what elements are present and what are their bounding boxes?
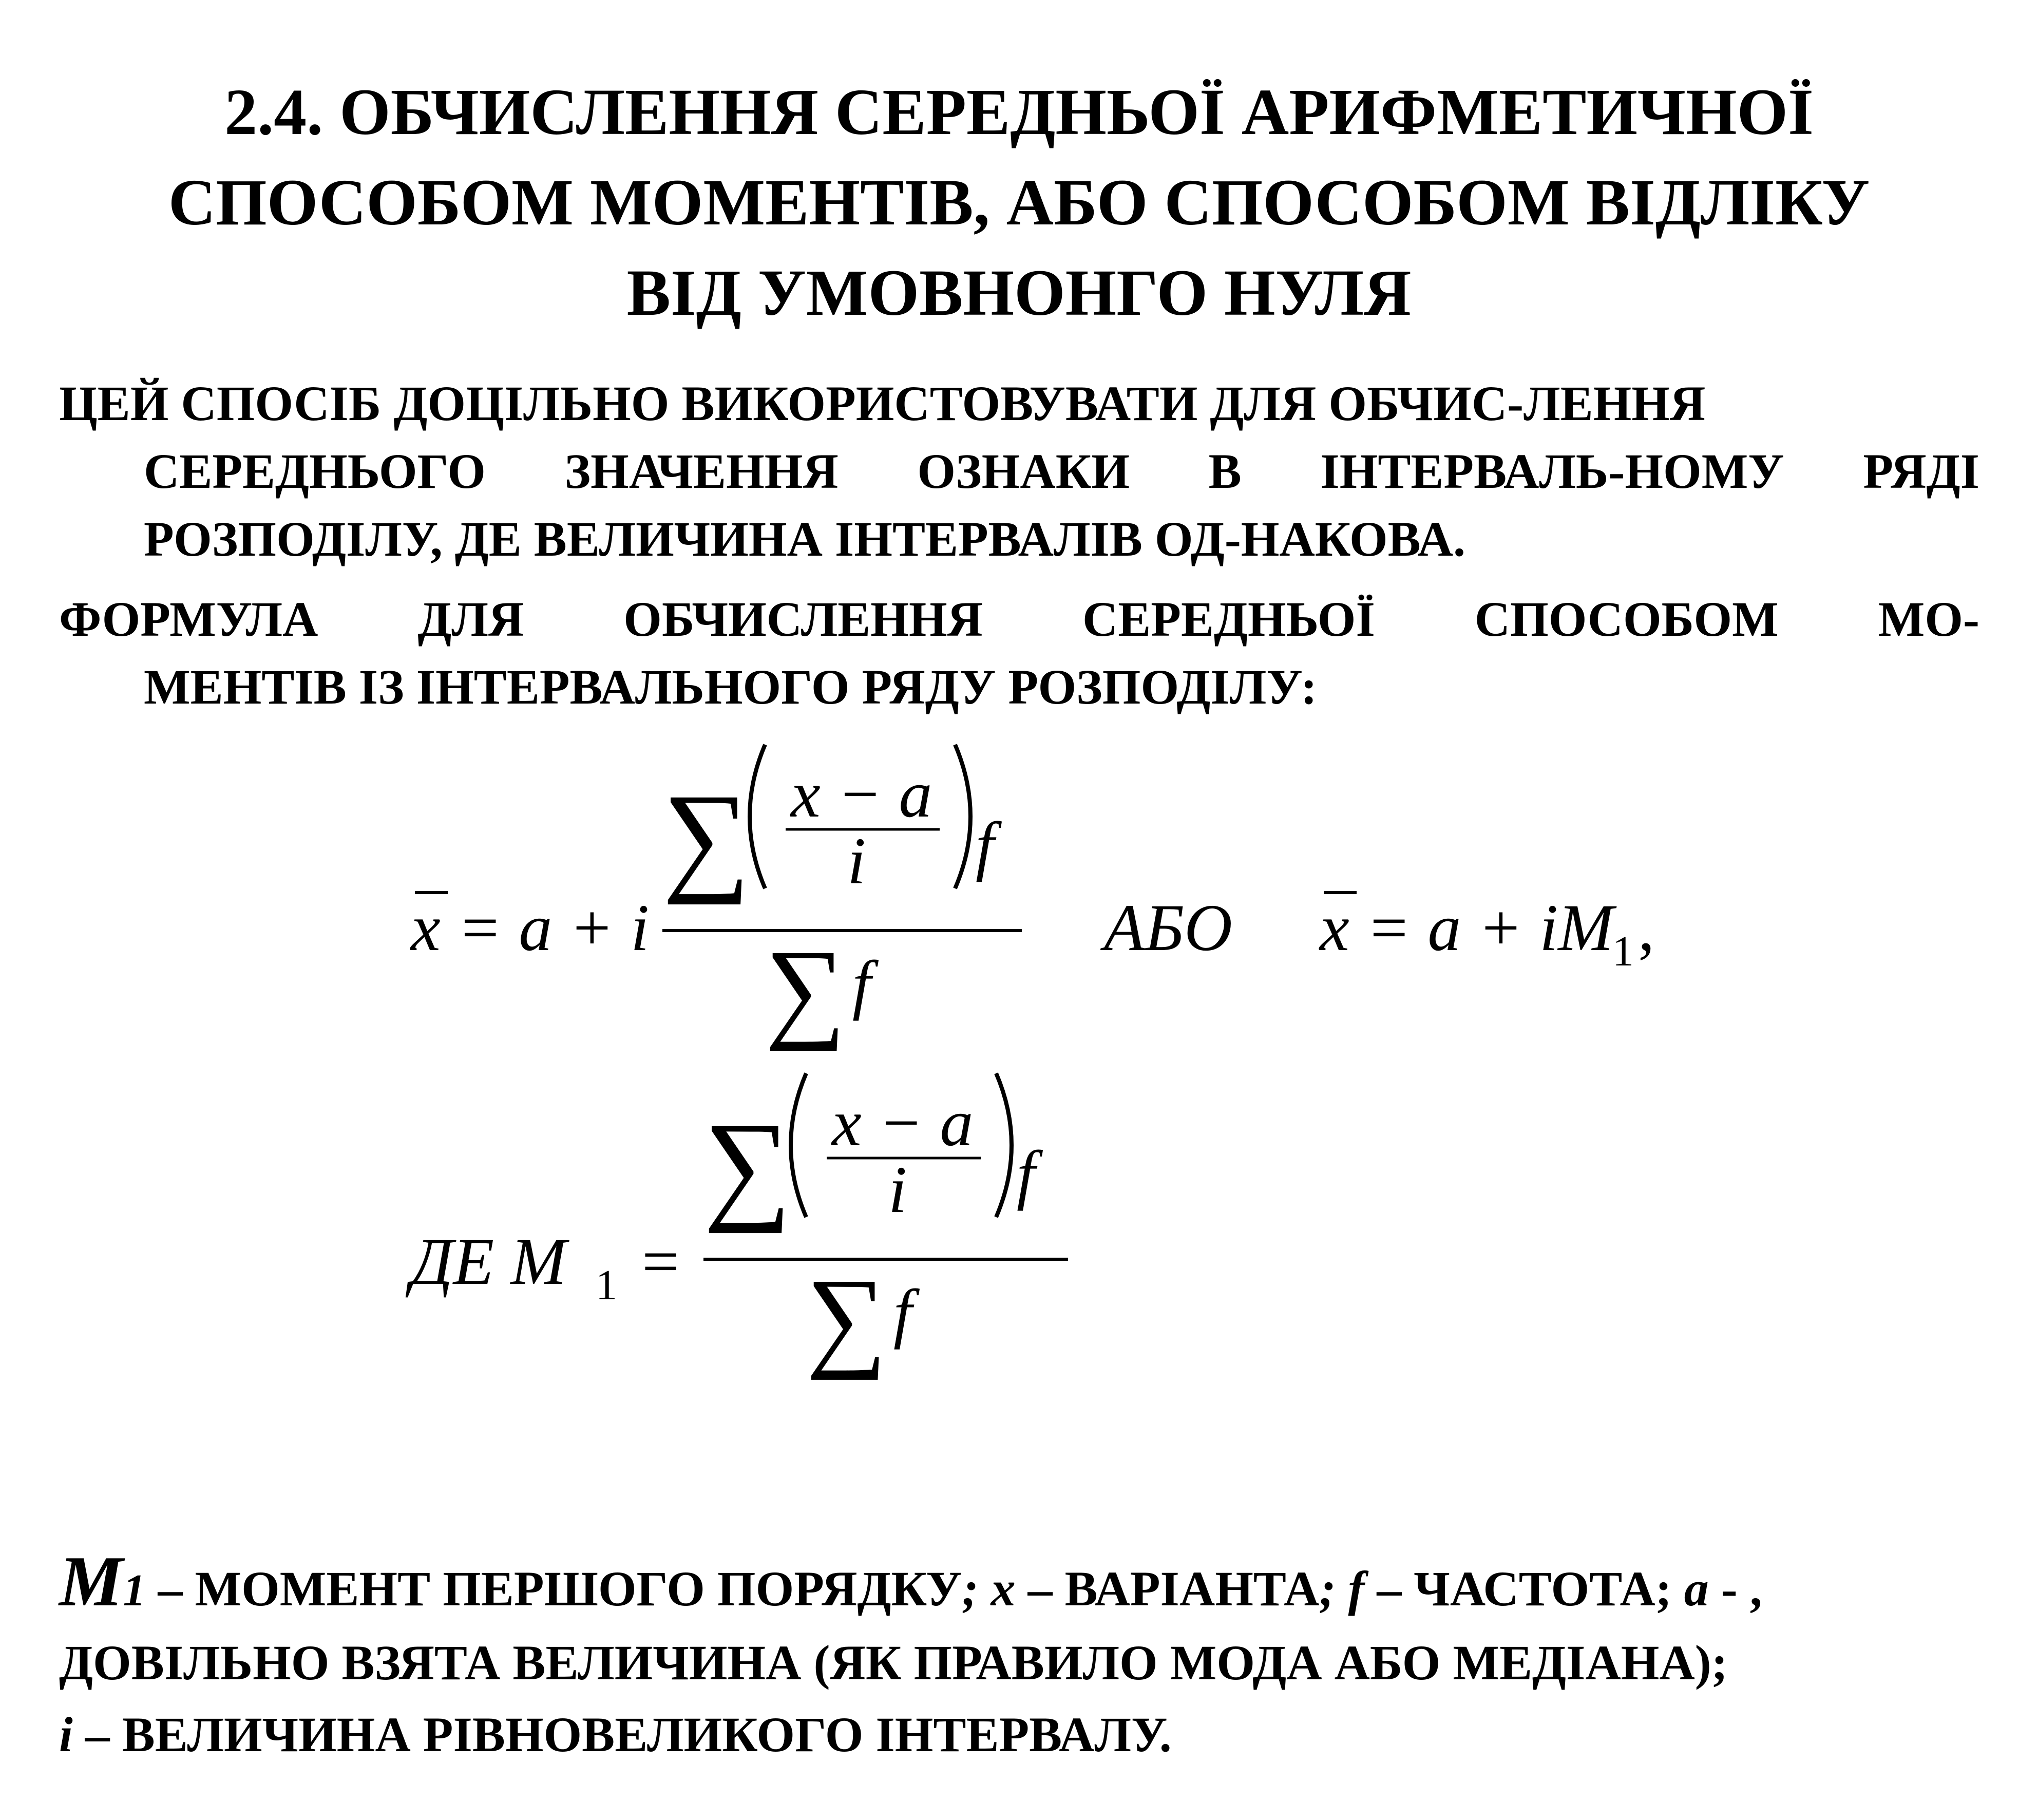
formula-mean-moments: [410, 745, 1655, 1052]
formula2-num-tail: f: [1017, 1138, 1036, 1211]
left-paren-2: [791, 1073, 806, 1217]
formula2-sigma-bottom: ∑: [806, 1255, 887, 1380]
definitions-line-1: [59, 1542, 1979, 1627]
formula1-sigma-bottom: ∑: [765, 926, 846, 1052]
f-symbol: f: [1348, 1561, 1365, 1616]
x-symbol: x: [991, 1561, 1016, 1616]
formula2-sigma-top: ∑: [703, 1097, 792, 1234]
x-text: – ВАРІАНТА: [1015, 1561, 1320, 1616]
formula2-lhs-sub: 1: [596, 1261, 617, 1309]
formula1-lhs: x = a + i: [411, 891, 650, 965]
formula1-denominator: f: [852, 947, 871, 1021]
formula2-num-bottom: i: [888, 1153, 907, 1227]
separator-2: ;: [1319, 1561, 1348, 1616]
f-text: – ЧАСТОТА;: [1364, 1561, 1684, 1616]
i-text: – ВЕЛИЧИНА РІВНОВЕЛИКОГО ІНТЕРВАЛУ.: [72, 1707, 1172, 1762]
formula1-connector: АБО: [1104, 891, 1232, 965]
formula-intro-line-2: МЕНТІВ ІЗ ІНТЕРВАЛЬНОГО РЯДУ РОЗПОДІЛУ:: [144, 659, 1318, 714]
m1-text: – МОМЕНТ ПЕРШОГО ПОРЯДКУ: [145, 1561, 962, 1616]
formula1-num-tail: f: [976, 809, 995, 883]
title-line-2: СПОСОБОМ МОМЕНТІВ, АБО СПОСОБОМ ВІДЛІКУ: [168, 166, 1870, 239]
formula2-denominator: f: [893, 1276, 912, 1350]
formula-m1-definition: [405, 1073, 1068, 1380]
left-paren: [750, 745, 765, 888]
definitions-block: [59, 1542, 1979, 1771]
formula1-num-top: x − a: [791, 757, 932, 831]
formula1-alt-tail: ,: [1638, 891, 1655, 965]
intro-line-1: ЦЕЙ СПОСІБ ДОЦІЛЬНО ВИКОРИСТОВУВАТИ ДЛЯ ОБЧИС-ЛЕННЯ: [59, 376, 1706, 431]
formula-intro-line-1: ФОРМУЛА ДЛЯ ОБЧИСЛЕННЯ СЕРЕДНЬОЇ СПОСОБОМ МО-: [59, 592, 1979, 647]
formula1-alt: x = a + iM: [1320, 891, 1614, 965]
intro-line-2: СЕРЕДНЬОГО ЗНАЧЕННЯ ОЗНАКИ В ІНТЕРВАЛЬ-НОМУ РЯДІ: [144, 444, 1979, 499]
formula1-alt-sub: 1: [1612, 927, 1634, 975]
a-text: - ,: [1708, 1561, 1762, 1616]
formula1-num-bottom: i: [847, 824, 866, 898]
formula2-equals: =: [642, 1225, 680, 1299]
title-line-1: 2.4. ОБЧИСЛЕННЯ СЕРЕДНЬОЇ АРИФМЕТИЧНОЇ: [224, 75, 1814, 148]
title-line-3: ВІД УМОВНОНГО НУЛЯ: [626, 256, 1412, 329]
formula2-num-top: x − a: [832, 1086, 974, 1160]
a-symbol: a: [1684, 1561, 1709, 1616]
definitions-line-2: ДОВІЛЬНО ВЗЯТА ВЕЛИЧИНА (ЯК ПРАВИЛО МОДА АБО МЕДІАНА);: [59, 1635, 1728, 1690]
m1-symbol: M: [59, 1542, 123, 1621]
i-symbol: i: [59, 1707, 73, 1762]
intro-line-3: РОЗПОДІЛУ, ДЕ ВЕЛИЧИНА ІНТЕРВАЛІВ ОД-НАКОВА.: [144, 511, 1465, 566]
formula2-lhs: ДЕ M: [411, 1225, 566, 1299]
separator-1: ;: [962, 1561, 991, 1616]
definitions-line-3: [59, 1699, 1979, 1771]
right-paren: [955, 745, 970, 888]
right-paren-2: [996, 1073, 1012, 1217]
formula1-sigma-top: ∑: [662, 768, 751, 905]
m1-subscript: 1: [123, 1566, 146, 1616]
